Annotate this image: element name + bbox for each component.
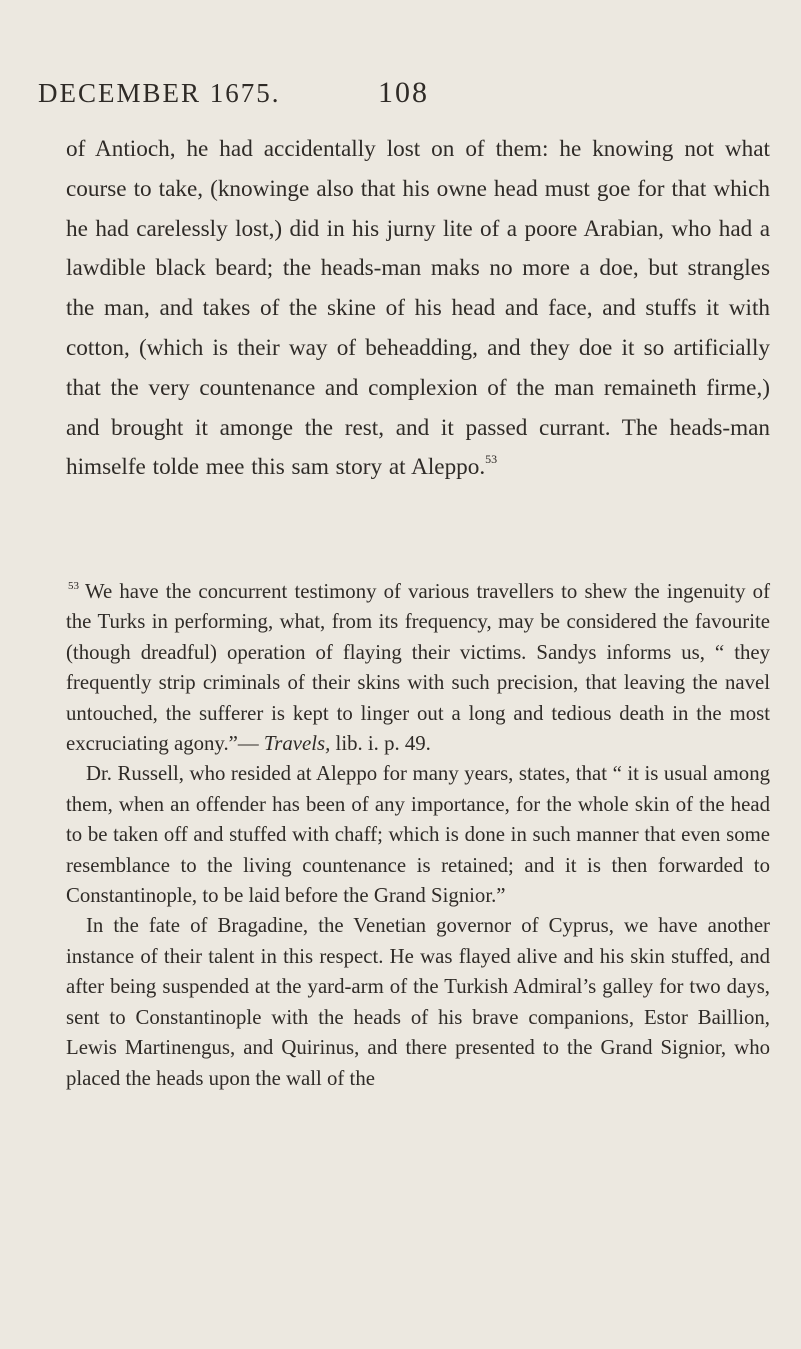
page-header	[38, 78, 773, 118]
page-number: 108	[378, 76, 429, 109]
footnote-citation-rest: lib. i. p. 49.	[330, 732, 431, 756]
footnote-number: 53	[68, 580, 79, 592]
running-head: DECEMBER 1675.	[38, 78, 281, 108]
footnote-paragraph-1	[66, 577, 770, 759]
footnote-text-1: We have the concurrent testimony of various travellers to shew the ingenuity of the Turks in performing, what, from its frequency, may be considered the favourite (though dreadful) operation of flaying their victims. Sandys informs us, “ they frequently strip criminals of their skins with such precision, that leaving the navel untouched, the sufferer is kept to linger out a long and tedious death in the most excruciating agony.”—	[66, 580, 770, 756]
footnote-paragraph-2: Dr. Russell, who resided at Aleppo for many years, states, that “ it is usual among them, when an offender has been of any importance, for the whole skin of the head to be taken off and stuffed with chaff; which is done in such manner that even some resemblance to the living countenance is retained; and it is then forwarded to Constantinople, to be laid before the Grand Signior.”	[66, 762, 770, 908]
main-text	[66, 130, 770, 488]
footnotes	[66, 577, 770, 1094]
footnote-reference: 53	[485, 452, 498, 467]
footnote-citation-title: Travels,	[263, 732, 331, 756]
main-paragraph	[66, 130, 770, 488]
footnote-paragraph-3: In the fate of Bragadine, the Venetian governor of Cyprus, we have another instance of their talent in this respect. He was flayed alive and his skin stuffed, and after being suspended at the yard-arm of the Turkish Admiral’s galley for two days, sent to Constantinople with the heads of his brave companions, Estor Baillion, Lewis Martinengus, and Quirinus, and there presented to the Grand Signior, who placed the heads upon the wall of the	[66, 914, 770, 1090]
main-paragraph-text: of Antioch, he had accidentally lost on of them: he knowing not what course to take, (knowinge also that his owne head must goe for that which he had carelessly lost,) did in his jurny lite of a poore Arabian, who had a lawdible black beard; the heads-man maks no more a doe, but strangles the man, and takes of the skine of his head and face, and stuffs it with cotton, (which is their way of beheadding, and they doe it so artificially that the very countenance and complexion of the man remaineth firme,) and brought it amonge the rest, and it passed currant. The heads-man himselfe tolde mee this sam story at Aleppo.	[66, 136, 770, 481]
